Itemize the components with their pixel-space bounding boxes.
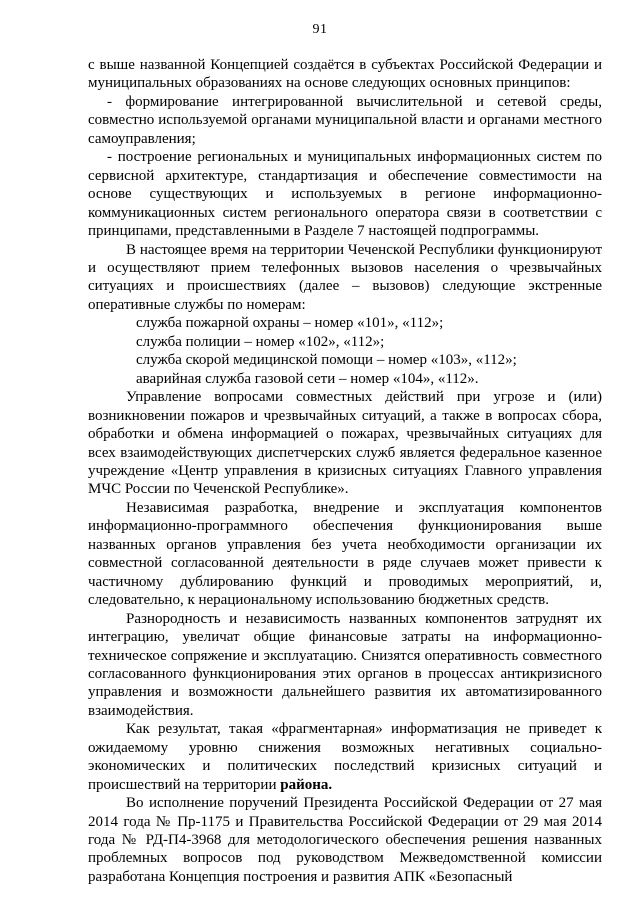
service-line-ambulance — [88, 351, 602, 369]
text-segment: аварийная служба газовой сети – номер «104», «112». — [136, 370, 479, 387]
text-segment: служба полиции – номер «102», «112»; — [136, 333, 385, 350]
text-segment: - формирование интегрированной вычислительной и сетевой среды, совместно используемой органами муниципальной власти и органами местного самоуправления; — [88, 93, 602, 147]
service-line-police — [88, 333, 602, 351]
service-line-gas — [88, 370, 602, 388]
principle-item-1 — [88, 93, 602, 148]
intro-continuation-paragraph — [88, 56, 602, 93]
service-line-fire — [88, 314, 602, 332]
heterogeneity-paragraph — [88, 610, 602, 721]
page-number: 91 — [312, 22, 328, 37]
text-segment: служба пожарной охраны – номер «101», «112»; — [136, 315, 444, 332]
text-segment: - построение региональных и муниципальных информационных систем по сервисной архитектуре, стандартизация и обеспечение совместимости на основе существующих и используемых в регионе информационно-коммуникационных систем регионального оператора связи в соответствии с принципами, представленными в Разделе 7 настоящей подпрограммы. — [88, 149, 602, 240]
services-intro-paragraph — [88, 241, 602, 315]
text-segment: В настоящее время на территории Чеченской Республики функционируют и осуществляют прием телефонных вызовов населения о чрезвычайных ситуациях и происшествиях (далее – вызовов) следующие экстренные оперативные службы по номерам: — [88, 241, 602, 313]
management-paragraph — [88, 388, 602, 499]
text-segment: служба скорой медицинской помощи – номер «103», «112»; — [136, 352, 517, 369]
presidential-orders-paragraph — [88, 794, 602, 886]
text-segment: с выше названной Концепцией создаётся в субъектах Российской Федерации и муниципальных образованиях на основе следующих основных принципов: — [88, 57, 602, 92]
result-paragraph — [88, 720, 602, 794]
document-body — [88, 56, 602, 886]
principle-item-2 — [88, 148, 602, 240]
independent-development-paragraph — [88, 499, 602, 610]
text-segment: Во исполнение поручений Президента Российской Федерации от 27 мая 2014 года № Пр-1175 и Правительства Российской Федерации от 29 мая 2014 года № РД-П4-3968 для методологического обеспечения решения названных проблемных вопросов под руководством Межведомственной комиссии разработана Концепция построения и развития АПК «Безопасный — [88, 795, 602, 885]
text-segment-bold: района. — [280, 776, 333, 793]
text-segment: Разнородность и независимость названных компонентов затруднят их интеграцию, увеличат общие финансовые затраты на информационно-техническое сопряжение и эксплуатацию. Снизятся оперативность совместного согласованного функционирования этих органов в процессах антикризисного управления и возможности дальнейшего развития их автоматизированного взаимодействия. — [88, 610, 602, 719]
text-segment: Независимая разработка, внедрение и эксплуатация компонентов информационно-программного обеспечения функционирования выше названных органов управления без учета необходимости организации их совместной согласованной деятельности в ряде случаев может привести к частичному дублированию функций и проводимых мероприятий, и, следовательно, к нерациональному использованию бюджетных средств. — [88, 499, 602, 609]
text-segment: Управление вопросами совместных действий при угрозе и (или) возникновении пожаров и чрезвычайных ситуаций, а также в вопросах сбора, обработки и обмена информацией о пожарах, чрезвычайных ситуациях для всех взаимодействующих диспетчерских служб является федеральное казенное учреждение «Центр управления в кризисных ситуациях Главного управления МЧС России по Чеченской Республике». — [88, 389, 602, 498]
text-segment: Как результат, такая «фрагментарная» информатизация не приведет к ожидаемому уровню снижения возможных негативных социально-экономических и политических последствий кризисных ситуаций и происшествий на территории — [88, 721, 602, 793]
